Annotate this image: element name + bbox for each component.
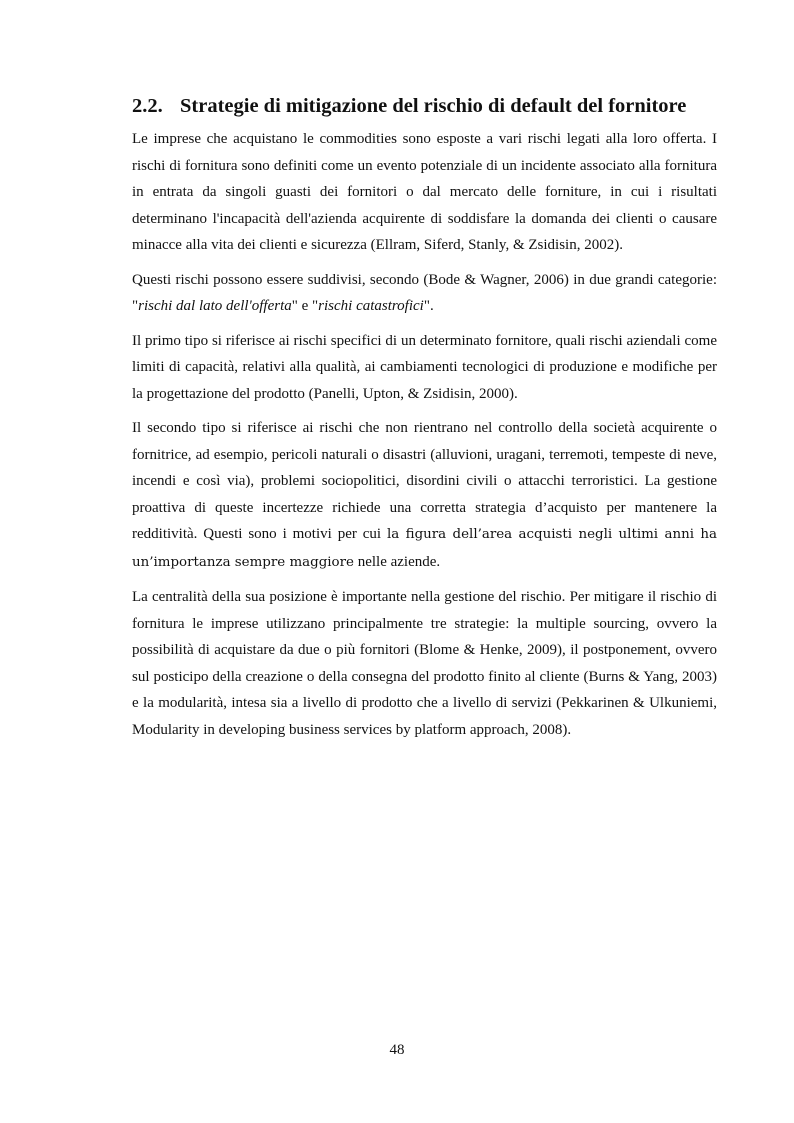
paragraph-2-text-after: ". xyxy=(423,298,434,314)
term-supply-side-risks: rischi dal lato dell'offerta xyxy=(138,298,292,314)
paragraph-1: Le imprese che acquistano le commodities sono esposte a vari rischi legati alla loro offerta. I rischi di fornitura sono definiti come un evento potenziale di un incidente associato alla fornitura in entrata da singoli guasti dei fornitori o dal mercato delle forniture, in cui i risultati determinano l'incapacità dell'azienda acquirente di soddisfare la domanda dei clienti o causare minacce alla vita dei clienti e sicurezza (Ellram, Siferd, Stanly, & Zsidisin, 2002). xyxy=(132,131,717,253)
paragraph-4-alt-font-text: la figura dell’area acquisti negli ultimi anni ha un’importanza sempre maggiore xyxy=(132,527,718,570)
paragraph-4-main-text: Il secondo tipo si riferisce ai rischi che non rientrano nel controllo della società acquirente o fornitrice, ad esempio, pericoli naturali o disastri (alluvioni, uragani, terremoti, tempeste di neve, incendi e così via), problemi sociopolitici, disordini civili o attacchi terroristici. La gestione proattiva di queste incertezze richiede una corretta strategia d’acquisto per mantenere la redditività. Questi sono i motivi per cui xyxy=(132,420,717,542)
section-title: Strategie di mitigazione del rischio di default del fornitore xyxy=(180,95,687,117)
term-catastrophic-risks: rischi catastrofici xyxy=(318,298,424,314)
section-heading xyxy=(132,92,717,120)
paragraph-4-end-text: nelle aziende. xyxy=(353,553,441,570)
paragraph-2 xyxy=(132,267,717,320)
page-number: 48 xyxy=(389,1042,405,1058)
paragraph-3: Il primo tipo si riferisce ai rischi specifici di un determinato fornitore, quali rischi aziendali come limiti di capacità, relativi alla qualità, ai cambiamenti tecnologici di produzione e modifiche per la progettazione del prodotto (Panelli, Upton, & Zsidisin, 2000). xyxy=(132,332,717,402)
paragraph-2-text-middle: " e " xyxy=(291,298,319,314)
paragraph-5: La centralità della sua posizione è importante nella gestione del rischio. Per mitigare il rischio di fornitura le imprese utilizzano principalmente tre strategie: la multiple sourcing, ovvero la possibilità di acquistare da due o più fornitori (Blome & Henke, 2009), il postponement, ovvero sul posticipo della creazione o della consegna del prodotto finito al cliente (Burns & Yang, 2003) e la modularità, intesa sia a livello di prodotto che a livello di servizi (Pekkarinen & Ulkuniemi, Modularity in developing business services by platform approach, 2008). xyxy=(132,589,717,738)
paragraph-4 xyxy=(132,415,717,576)
paragraph-2-text-before: Questi rischi possono essere suddivisi, secondo (Bode & Wagner, 2006) in due grandi categorie: " xyxy=(132,271,717,314)
section-number: 2.2. xyxy=(132,95,163,117)
page-content xyxy=(132,92,717,751)
